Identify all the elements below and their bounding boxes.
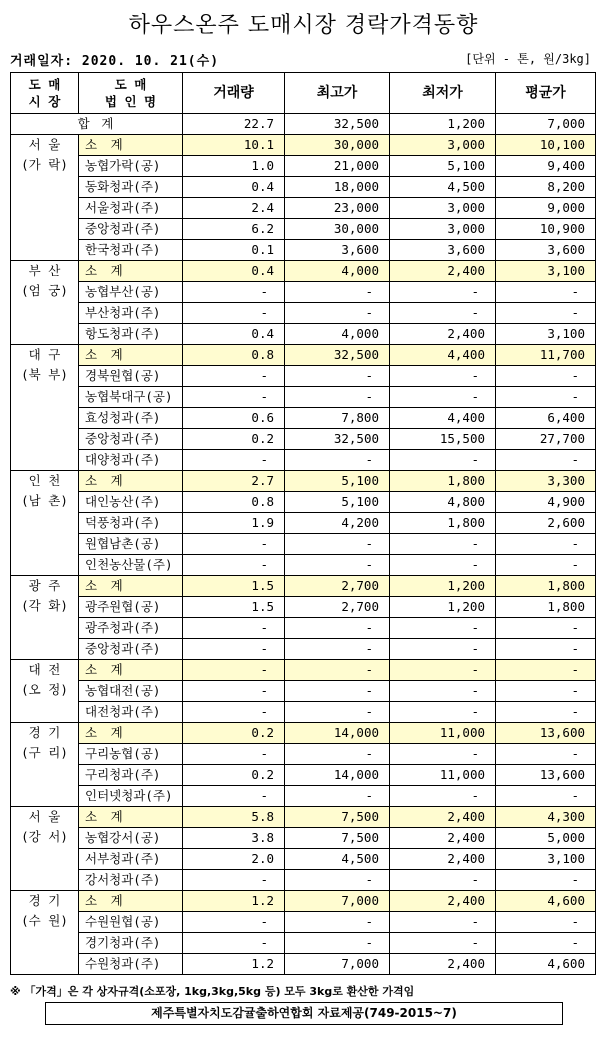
avg-price-cell: -: [496, 366, 596, 387]
max-price-cell: -: [285, 660, 390, 681]
avg-price-cell: 1,800: [496, 576, 596, 597]
max-price-cell: 2,700: [285, 597, 390, 618]
min-price-cell: 2,400: [390, 261, 496, 282]
table-row: [11, 555, 596, 576]
avg-price-cell: 8,200: [496, 177, 596, 198]
company-name: 소 계: [79, 261, 183, 282]
table-row: [11, 933, 596, 954]
price-table: [10, 72, 596, 975]
volume-cell: -: [183, 786, 285, 807]
volume-cell: 2.0: [183, 849, 285, 870]
volume-cell: 1.9: [183, 513, 285, 534]
avg-price-cell: 4,300: [496, 807, 596, 828]
volume-cell: 0.2: [183, 765, 285, 786]
min-price-cell: 1,200: [390, 576, 496, 597]
company-name: 동화청과(주): [79, 177, 183, 198]
table-row: [11, 177, 596, 198]
table-row: [11, 912, 596, 933]
max-price-cell: -: [285, 387, 390, 408]
min-price-cell: 3,000: [390, 135, 496, 156]
min-price-cell: -: [390, 912, 496, 933]
avg-price-cell: -: [496, 387, 596, 408]
market-name: 광 주 (각 화): [11, 576, 79, 660]
header-avg: 평균가: [496, 73, 596, 114]
table-row: [11, 324, 596, 345]
volume-cell: -: [183, 387, 285, 408]
max-price-cell: -: [285, 555, 390, 576]
avg-price-cell: -: [496, 534, 596, 555]
avg-price-cell: -: [496, 639, 596, 660]
company-name: 대인농산(주): [79, 492, 183, 513]
min-price-cell: 2,400: [390, 828, 496, 849]
table-row: [11, 828, 596, 849]
volume-cell: -: [183, 744, 285, 765]
company-name: 항도청과(주): [79, 324, 183, 345]
avg-price-cell: -: [496, 870, 596, 891]
volume-cell: 1.5: [183, 597, 285, 618]
avg-price-cell: 1,800: [496, 597, 596, 618]
company-name: 소 계: [79, 345, 183, 366]
company-name: 수원원협(공): [79, 912, 183, 933]
market-name: 경 기 (구 리): [11, 723, 79, 807]
min-price-cell: 2,400: [390, 849, 496, 870]
market-name: 인 천 (남 촌): [11, 471, 79, 576]
company-name: 농협대전(공): [79, 681, 183, 702]
min-price-cell: -: [390, 555, 496, 576]
max-price-cell: 30,000: [285, 219, 390, 240]
min-price-cell: 2,400: [390, 954, 496, 975]
avg-price-cell: 3,100: [496, 849, 596, 870]
min-price-cell: 15,500: [390, 429, 496, 450]
min-price-cell: -: [390, 282, 496, 303]
min-price-cell: 4,400: [390, 408, 496, 429]
min-price-cell: 1,200: [390, 597, 496, 618]
avg-price-cell: -: [496, 618, 596, 639]
min-price-cell: -: [390, 534, 496, 555]
company-name: 소 계: [79, 471, 183, 492]
max-price-cell: -: [285, 933, 390, 954]
volume-cell: 0.1: [183, 240, 285, 261]
max-price-cell: 7,500: [285, 828, 390, 849]
avg-price-cell: 9,400: [496, 156, 596, 177]
company-name: 농협가락(공): [79, 156, 183, 177]
max-price-cell: -: [285, 366, 390, 387]
company-name: 농협부산(공): [79, 282, 183, 303]
avg-price-cell: -: [496, 933, 596, 954]
volume-cell: 0.8: [183, 345, 285, 366]
max-price-cell: 4,200: [285, 513, 390, 534]
table-row: [11, 303, 596, 324]
subtotal-row: [11, 261, 596, 282]
avg-price-cell: -: [496, 912, 596, 933]
volume-cell: 0.4: [183, 177, 285, 198]
min-price-cell: 11,000: [390, 765, 496, 786]
min-price-cell: -: [390, 786, 496, 807]
volume-cell: 5.8: [183, 807, 285, 828]
table-row: [11, 240, 596, 261]
company-name: 인터넷청과(주): [79, 786, 183, 807]
min-price-cell: -: [390, 870, 496, 891]
volume-cell: -: [183, 450, 285, 471]
min-price-cell: -: [390, 366, 496, 387]
min-price-cell: 11,000: [390, 723, 496, 744]
table-row: [11, 429, 596, 450]
company-name: 대전청과(주): [79, 702, 183, 723]
max-price-cell: -: [285, 534, 390, 555]
total-label: 합 계: [11, 114, 183, 135]
avg-price-cell: -: [496, 555, 596, 576]
table-row: [11, 765, 596, 786]
max-price-cell: 5,100: [285, 492, 390, 513]
min-price-cell: 1,800: [390, 513, 496, 534]
company-name: 한국청과(주): [79, 240, 183, 261]
avg-price-cell: -: [496, 282, 596, 303]
subtotal-row: [11, 660, 596, 681]
company-name: 광주청과(주): [79, 618, 183, 639]
company-name: 경북원협(공): [79, 366, 183, 387]
min-price-cell: -: [390, 450, 496, 471]
volume-cell: -: [183, 282, 285, 303]
volume-cell: -: [183, 639, 285, 660]
volume-cell: -: [183, 534, 285, 555]
min-price-cell: -: [390, 702, 496, 723]
min-price-cell: 3,000: [390, 198, 496, 219]
avg-price-cell: -: [496, 702, 596, 723]
company-name: 인천농산물(주): [79, 555, 183, 576]
volume-cell: 0.2: [183, 429, 285, 450]
table-row: [11, 492, 596, 513]
avg-price-cell: -: [496, 786, 596, 807]
volume-cell: 10.1: [183, 135, 285, 156]
company-name: 원협남촌(공): [79, 534, 183, 555]
header-max: 최고가: [285, 73, 390, 114]
volume-cell: 0.4: [183, 324, 285, 345]
min-price-cell: -: [390, 660, 496, 681]
market-name: 경 기 (수 원): [11, 891, 79, 975]
volume-cell: -: [183, 702, 285, 723]
volume-cell: -: [183, 870, 285, 891]
max-price-cell: -: [285, 450, 390, 471]
volume-cell: 0.2: [183, 723, 285, 744]
avg-price-cell: 3,100: [496, 324, 596, 345]
footnote: ※ 「가격」은 각 상자규격(소포장, 1kg,3kg,5kg 등) 모두 3kg로 환산한 가격임: [10, 985, 415, 998]
max-price-cell: -: [285, 912, 390, 933]
company-name: 수원청과(주): [79, 954, 183, 975]
header-market: 도 매 시 장: [11, 73, 79, 114]
table-row: [11, 408, 596, 429]
table-row: [11, 870, 596, 891]
volume-cell: 6.2: [183, 219, 285, 240]
volume-cell: 1.0: [183, 156, 285, 177]
company-name: 중앙청과(주): [79, 219, 183, 240]
subtotal-row: [11, 723, 596, 744]
volume-cell: 0.4: [183, 261, 285, 282]
max-price-cell: 5,100: [285, 471, 390, 492]
volume-cell: 1.5: [183, 576, 285, 597]
table-row: [11, 198, 596, 219]
avg-price-cell: 2,600: [496, 513, 596, 534]
total-volume: 22.7: [183, 114, 285, 135]
company-name: 소 계: [79, 807, 183, 828]
volume-cell: 1.2: [183, 891, 285, 912]
volume-cell: -: [183, 555, 285, 576]
min-price-cell: 4,400: [390, 345, 496, 366]
company-name: 중앙청과(주): [79, 639, 183, 660]
subtotal-row: [11, 891, 596, 912]
max-price-cell: -: [285, 282, 390, 303]
avg-price-cell: 4,600: [496, 954, 596, 975]
company-name: 농협강서(공): [79, 828, 183, 849]
min-price-cell: -: [390, 387, 496, 408]
volume-cell: -: [183, 681, 285, 702]
unit-label: [단위 - 톤, 원/3kg]: [465, 52, 591, 66]
max-price-cell: -: [285, 618, 390, 639]
company-name: 소 계: [79, 576, 183, 597]
table-row: [11, 513, 596, 534]
table-row: [11, 534, 596, 555]
max-price-cell: -: [285, 870, 390, 891]
volume-cell: 2.7: [183, 471, 285, 492]
volume-cell: -: [183, 303, 285, 324]
max-price-cell: 7,000: [285, 954, 390, 975]
table-row: [11, 366, 596, 387]
avg-price-cell: 13,600: [496, 765, 596, 786]
company-name: 덕풍청과(주): [79, 513, 183, 534]
avg-price-cell: -: [496, 303, 596, 324]
total-min: 1,200: [390, 114, 496, 135]
table-row: [11, 639, 596, 660]
company-name: 구리농협(공): [79, 744, 183, 765]
subtotal-row: [11, 576, 596, 597]
max-price-cell: 4,000: [285, 261, 390, 282]
volume-cell: -: [183, 618, 285, 639]
min-price-cell: 5,100: [390, 156, 496, 177]
company-name: 구리청과(주): [79, 765, 183, 786]
max-price-cell: 32,500: [285, 429, 390, 450]
max-price-cell: 4,000: [285, 324, 390, 345]
table-row: [11, 954, 596, 975]
subtotal-row: [11, 471, 596, 492]
volume-cell: -: [183, 912, 285, 933]
volume-cell: 3.8: [183, 828, 285, 849]
max-price-cell: 30,000: [285, 135, 390, 156]
table-row: [11, 282, 596, 303]
total-avg: 7,000: [496, 114, 596, 135]
trade-date: 거래일자: 2020. 10. 21(수): [10, 54, 220, 69]
max-price-cell: 18,000: [285, 177, 390, 198]
header-min: 최저가: [390, 73, 496, 114]
avg-price-cell: 5,000: [496, 828, 596, 849]
market-name: 대 구 (북 부): [11, 345, 79, 471]
source-credit: 제주특별자치도감귤출하연합회 자료제공(749-2015~7): [45, 1002, 563, 1025]
table-row: [11, 702, 596, 723]
table-row: [11, 156, 596, 177]
avg-price-cell: 11,700: [496, 345, 596, 366]
company-name: 대양청과(주): [79, 450, 183, 471]
max-price-cell: 7,000: [285, 891, 390, 912]
max-price-cell: -: [285, 681, 390, 702]
max-price-cell: 14,000: [285, 765, 390, 786]
market-name: 부 산 (엄 궁): [11, 261, 79, 345]
min-price-cell: -: [390, 744, 496, 765]
table-row: [11, 786, 596, 807]
avg-price-cell: 13,600: [496, 723, 596, 744]
subtotal-row: [11, 135, 596, 156]
avg-price-cell: 9,000: [496, 198, 596, 219]
avg-price-cell: 10,100: [496, 135, 596, 156]
company-name: 소 계: [79, 660, 183, 681]
min-price-cell: 2,400: [390, 324, 496, 345]
max-price-cell: 23,000: [285, 198, 390, 219]
min-price-cell: -: [390, 681, 496, 702]
max-price-cell: 32,500: [285, 345, 390, 366]
max-price-cell: -: [285, 786, 390, 807]
max-price-cell: -: [285, 702, 390, 723]
volume-cell: 2.4: [183, 198, 285, 219]
avg-price-cell: -: [496, 744, 596, 765]
company-name: 소 계: [79, 135, 183, 156]
max-price-cell: 21,000: [285, 156, 390, 177]
volume-cell: -: [183, 660, 285, 681]
company-name: 농협북대구(공): [79, 387, 183, 408]
min-price-cell: 3,600: [390, 240, 496, 261]
avg-price-cell: -: [496, 660, 596, 681]
max-price-cell: 3,600: [285, 240, 390, 261]
company-name: 효성청과(주): [79, 408, 183, 429]
max-price-cell: 7,500: [285, 807, 390, 828]
max-price-cell: -: [285, 303, 390, 324]
table-row: [11, 849, 596, 870]
avg-price-cell: 10,900: [496, 219, 596, 240]
min-price-cell: 2,400: [390, 891, 496, 912]
min-price-cell: -: [390, 618, 496, 639]
max-price-cell: 14,000: [285, 723, 390, 744]
market-name: 서 울 (강 서): [11, 807, 79, 891]
total-row: [11, 114, 596, 135]
company-name: 강서청과(주): [79, 870, 183, 891]
header-volume: 거래량: [183, 73, 285, 114]
avg-price-cell: -: [496, 450, 596, 471]
table-row: [11, 618, 596, 639]
avg-price-cell: 27,700: [496, 429, 596, 450]
company-name: 소 계: [79, 891, 183, 912]
subtotal-row: [11, 807, 596, 828]
max-price-cell: 7,800: [285, 408, 390, 429]
avg-price-cell: 3,600: [496, 240, 596, 261]
company-name: 서부청과(주): [79, 849, 183, 870]
max-price-cell: 4,500: [285, 849, 390, 870]
company-name: 경기청과(주): [79, 933, 183, 954]
total-max: 32,500: [285, 114, 390, 135]
volume-cell: -: [183, 933, 285, 954]
volume-cell: 1.2: [183, 954, 285, 975]
min-price-cell: -: [390, 303, 496, 324]
volume-cell: -: [183, 366, 285, 387]
table-row: [11, 387, 596, 408]
company-name: 부산청과(주): [79, 303, 183, 324]
min-price-cell: -: [390, 639, 496, 660]
max-price-cell: 2,700: [285, 576, 390, 597]
table-row: [11, 681, 596, 702]
company-name: 서울청과(주): [79, 198, 183, 219]
page-title: 하우스온주 도매시장 경락가격동향: [128, 13, 479, 38]
volume-cell: 0.6: [183, 408, 285, 429]
company-name: 소 계: [79, 723, 183, 744]
avg-price-cell: 6,400: [496, 408, 596, 429]
company-name: 광주원협(공): [79, 597, 183, 618]
subtotal-row: [11, 345, 596, 366]
min-price-cell: -: [390, 933, 496, 954]
header-company: 도 매 법 인 명: [79, 73, 183, 114]
min-price-cell: 1,800: [390, 471, 496, 492]
min-price-cell: 4,800: [390, 492, 496, 513]
min-price-cell: 3,000: [390, 219, 496, 240]
company-name: 중앙청과(주): [79, 429, 183, 450]
avg-price-cell: -: [496, 681, 596, 702]
volume-cell: 0.8: [183, 492, 285, 513]
max-price-cell: -: [285, 744, 390, 765]
market-name: 서 울 (가 락): [11, 135, 79, 261]
table-row: [11, 597, 596, 618]
avg-price-cell: 4,900: [496, 492, 596, 513]
avg-price-cell: 4,600: [496, 891, 596, 912]
table-row: [11, 219, 596, 240]
min-price-cell: 2,400: [390, 807, 496, 828]
table-row: [11, 450, 596, 471]
avg-price-cell: 3,100: [496, 261, 596, 282]
market-name: 대 전 (오 정): [11, 660, 79, 723]
max-price-cell: -: [285, 639, 390, 660]
table-row: [11, 744, 596, 765]
avg-price-cell: 3,300: [496, 471, 596, 492]
min-price-cell: 4,500: [390, 177, 496, 198]
